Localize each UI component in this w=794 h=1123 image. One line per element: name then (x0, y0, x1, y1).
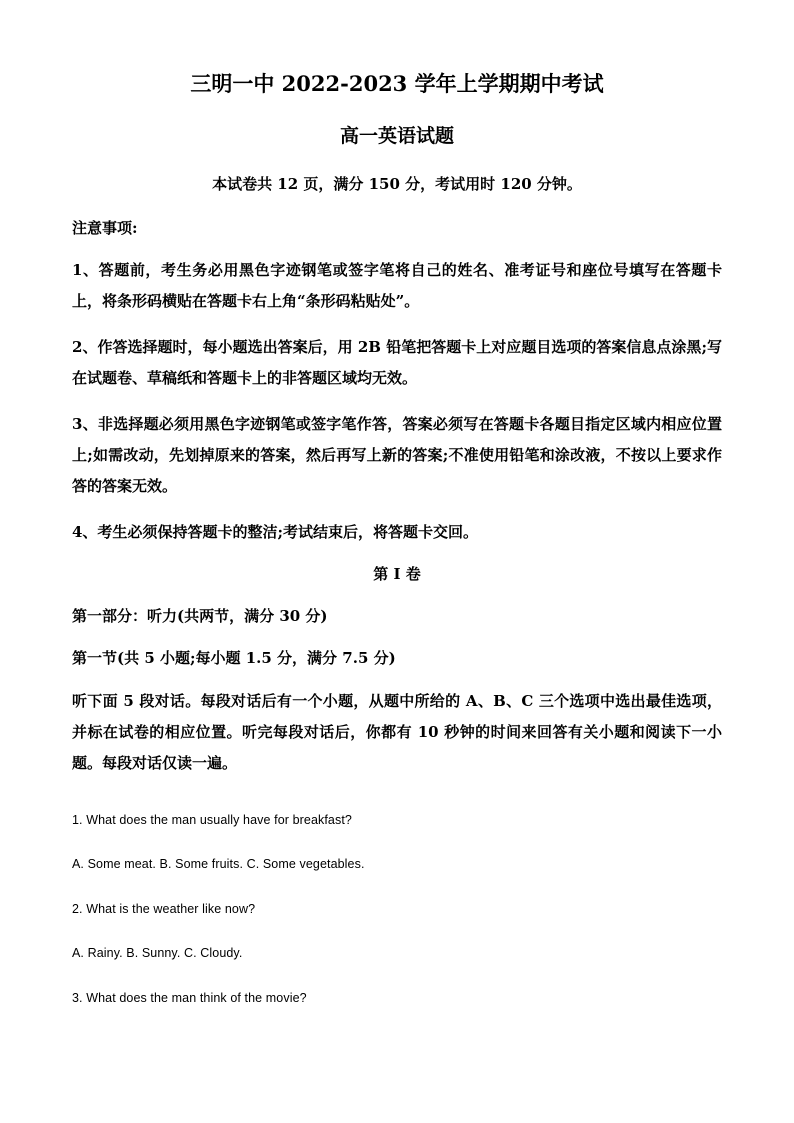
question-1-stem: 1. What does the man usually have for breakfast? (72, 813, 352, 827)
volume-heading: 第 I 卷 (373, 565, 421, 583)
notice-heading: 注意事项: (72, 219, 138, 237)
notice-item-3: 3、非选择题必须用黑色字迹钢笔或签字笔作答，答案必须写在答题卡各题目指定区域内相应位置上;如需改动，先划掉原来的答案，然后再写上新的答案;不准使用铅笔和涂改液，不按以上要求作答的答案无效。 (72, 415, 722, 495)
exam-subtitle: 高一英语试题 (339, 125, 454, 147)
question-2-stem: 2. What is the weather like now? (72, 902, 256, 916)
notice-item-2: 2、作答选择题时，每小题选出答案后，用 2B 铅笔把答题卡上对应题目选项的答案信息点涂黑;写在试题卷、草稿纸和答题卡上的非答题区域均无效。 (72, 338, 722, 387)
question-1-options: A. Some meat. B. Some fruits. C. Some vegetables. (72, 857, 365, 871)
exam-info: 本试卷共 12 页，满分 150 分，考试用时 120 分钟。 (212, 175, 582, 193)
question-3-stem: 3. What does the man think of the movie? (72, 991, 307, 1005)
notice-item-4: 4、考生必须保持答题卡的整洁;考试结束后，将答题卡交回。 (72, 523, 478, 541)
part-heading: 第一部分：听力(共两节，满分 30 分) (72, 607, 328, 625)
exam-title: 三明一中 2022-2023 学年上学期期中考试 (190, 71, 604, 96)
notice-item-1: 1、答题前，考生务必用黑色字迹钢笔或签字笔将自己的姓名、准考证号和座位号填写在答题卡上，将条形码横贴在答题卡右上角“条形码粘贴处”。 (72, 261, 722, 310)
section-heading: 第一节(共 5 小题;每小题 1.5 分，满分 7.5 分) (72, 649, 396, 667)
listening-instruction: 听下面 5 段对话。每段对话后有一个小题，从题中所给的 A、B、C 三个选项中选出最佳选项，并标在试卷的相应位置。听完每段对话后，你都有 10 秒钟的时间来回答有关小题和阅读下一小题。每段对话仅读一遍。 (72, 692, 722, 772)
question-2-options: A. Rainy. B. Sunny. C. Cloudy. (72, 946, 243, 960)
